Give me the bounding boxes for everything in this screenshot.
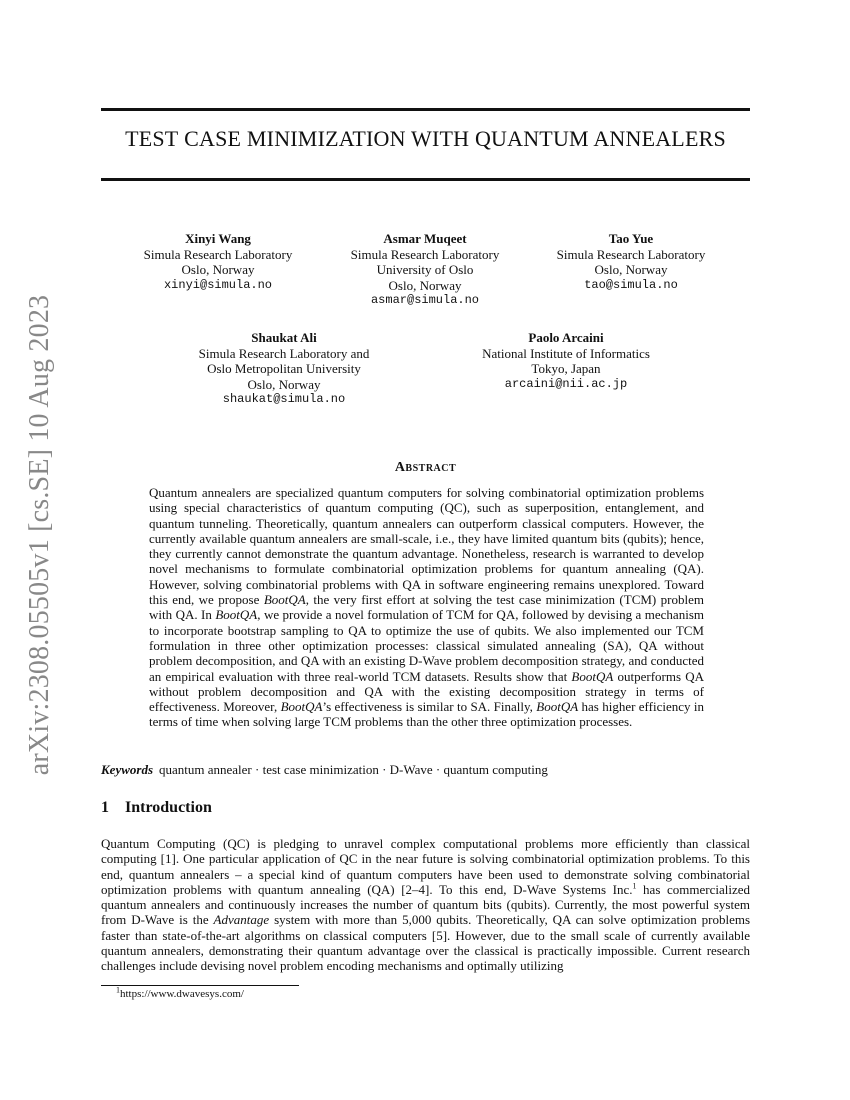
- title-bottom-rule: [101, 178, 750, 181]
- author-email: asmar@simula.no: [370, 293, 480, 307]
- author-location: Oslo, Norway: [181, 262, 255, 277]
- author-email: tao@simula.no: [584, 277, 678, 292]
- author-affiliation: Simula Research Laboratory: [556, 246, 706, 262]
- author-location: Oslo, Norway: [388, 277, 462, 293]
- arxiv-id-text: arXiv:2308.05505v1 [cs.SE] 10 Aug 2023: [24, 294, 55, 776]
- author-affiliation: Simula Research Laboratory: [143, 246, 293, 262]
- footnote-rule: [101, 985, 299, 986]
- keywords: [101, 762, 750, 778]
- author-name: Tao Yue: [608, 231, 654, 246]
- author-affiliation: University of Oslo: [376, 262, 474, 277]
- author-affiliation: National Institute of Informatics: [482, 345, 650, 361]
- footnote-marker: 1: [632, 881, 637, 891]
- author-block: [174, 330, 394, 408]
- introduction-paragraph: Quantum Computing (QC) is pledging to unravel complex computational problems more efficiently than classical computing [1]. One particular application of QC in the near future is solving combinatorial optimization problems. To this end, quantum annealers – a special kind of quantum computers have been used to demonstrate solving combinatorial optimization problems with quantum annealing (QA) [2–4]. To this end, D-Wave Systems Inc.$^1$ has commercialized quantum annealers and continuously increases the number of quantum bits (qubits). Currently, the most powerful system from D-Wave is the Advantage system with more than 5,000 qubits. Theoretically, QA can solve optimization problems faster than state-of-the-art algorithms on classical computers [5]. However, due to the small scale of currently available quantum annealers, demonstrating their quantum advantage over the classical is practically impossible. Current research challenges include devising novel problem encoding mechanisms and optimally utilizing: [101, 836, 751, 974]
- author-email: arcaini@nii.ac.jp: [504, 376, 628, 391]
- footnote-link[interactable]: https://www.dwavesys.com/: [120, 988, 244, 1000]
- footnote-number: 1: [116, 985, 120, 995]
- author-affiliation: Simula Research Laboratory: [350, 246, 500, 262]
- author-name: Asmar Muqeet: [383, 231, 467, 246]
- keywords-text: quantum annealer · test case minimization · D-Wave · quantum computing: [159, 762, 548, 777]
- author-block: [456, 330, 676, 392]
- section-number: 1: [101, 799, 109, 816]
- abstract-text: Quantum annealers are specialized quantum computers for solving combinatorial optimization problems using special characteristics of quantum computing (QC), such as superposition, entanglement, and quantum tunneling. Theoretically, quantum annealers can outperform classical computers. However, the currently available quantum annealers are small-scale, i.e., they have limited quantum bits (qubits); hence, they currently cannot demonstrate the quantum advantage. Nonetheless, research is warranted to develop novel mechanisms to formulate combinatorial optimization problems for quantum annealing (QA). However, solving combinatorial problems with QA in software engineering remains unexplored. Toward this end, we propose BootQA, the very first effort at solving the test case minimization (TCM) problem with QA. In BootQA, we provide a novel formulation of TCM for QA, followed by devising a mechanism to incorporate bootstrap sampling to QA to optimize the use of qubits. We also implemented our TCM formulation in three other optimization processes: classical simulated annealing (SA), QA without problem decomposition, and QA with an existing D-Wave problem decomposition strategy, and conducted an empirical evaluation with three real-world TCM datasets. Results show that BootQA outperforms QA without problem decomposition and QA with the existing decomposition strategy in terms of effectiveness. Moreover, BootQA’s effectiveness is similar to SA. Finally, BootQA has higher efficiency in terms of time when solving large TCM problems than the other three optimization processes.: [149, 485, 705, 730]
- author-location: Oslo, Norway: [594, 262, 668, 277]
- author-affiliation: Simula Research Laboratory and: [198, 345, 370, 361]
- author-block: [315, 231, 535, 309]
- author-name: Xinyi Wang: [185, 231, 251, 246]
- author-affiliation: Oslo Metropolitan University: [207, 361, 361, 376]
- section-title: Introduction: [125, 799, 212, 816]
- abstract-heading: Abstract: [394, 460, 457, 475]
- author-location: Oslo, Norway: [247, 376, 321, 392]
- author-name: Paolo Arcaini: [528, 330, 604, 345]
- author-block: [108, 231, 328, 293]
- author-location: Tokyo, Japan: [531, 361, 601, 376]
- arxiv-identifier: [20, 292, 60, 778]
- section-heading-introduction: [101, 799, 212, 817]
- author-name: Shaukat Ali: [251, 330, 317, 345]
- keywords-label: Keywords: [101, 762, 153, 777]
- author-email: xinyi@simula.no: [163, 277, 273, 292]
- author-block: [521, 231, 741, 293]
- title-top-rule: [101, 108, 750, 111]
- footnote: [116, 985, 244, 1000]
- author-email: shaukat@simula.no: [222, 392, 346, 406]
- paper-title: TEST CASE MINIMIZATION WITH QUANTUM ANNEALERS: [125, 126, 726, 151]
